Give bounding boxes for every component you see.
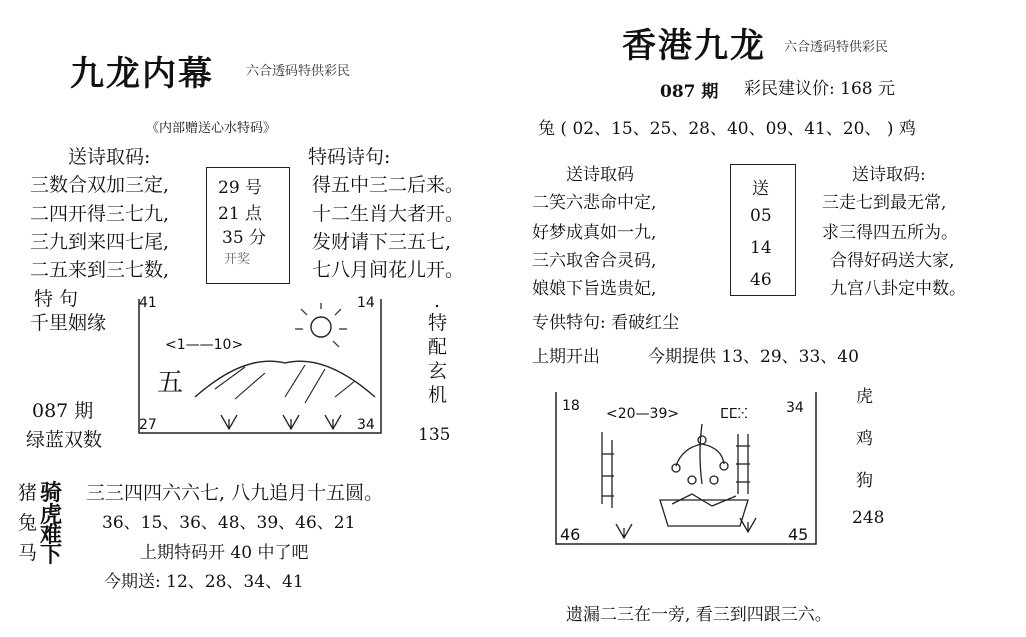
left-sketch xyxy=(135,293,385,443)
left-box-line-1: 29 号 xyxy=(218,178,263,198)
left-subtitle: 六合透码特供彩民 xyxy=(246,64,351,79)
left-today-send: 今期送: 12、28、34、41 xyxy=(104,572,304,592)
right-title: 香港九龙 xyxy=(622,26,766,66)
plant-icons xyxy=(221,415,341,429)
left-color-label: 绿蓝双数 xyxy=(26,429,103,451)
right-animal-1: 虎 xyxy=(856,387,873,407)
left-idiom-2: 虎 xyxy=(40,502,63,528)
left-box-line-2: 21 点 xyxy=(218,204,263,224)
right-sketch-scribble: ⵎⵎⵘ xyxy=(720,406,748,422)
sun-icon xyxy=(311,317,331,337)
right-sketch-top-left: 18 xyxy=(562,398,580,414)
right-sketch-frame xyxy=(556,392,816,544)
left-poem-header: 送诗取码: xyxy=(68,146,151,168)
right-special: 专供特句: 看破红尘 xyxy=(532,313,680,333)
right-side-number: 248 xyxy=(852,508,885,528)
right-footer: 遗漏二三在一旁, 看三到四跟三六。 xyxy=(566,605,832,625)
mountain-icon xyxy=(195,361,375,397)
right-poem-right-line-3: 合得好码送大家, xyxy=(830,251,955,271)
left-verse-line: 三三四四六六七, 八九追月十五圆。 xyxy=(86,482,384,504)
left-poem-right-line-3: 发财请下三五七, xyxy=(312,231,452,253)
left-poem-right-header: 特码诗句: xyxy=(308,146,391,168)
left-side-char-4: 机 xyxy=(428,384,448,406)
left-numbers-line: 36、15、36、48、39、46、21 xyxy=(102,513,356,533)
left-special-label: 特 句 xyxy=(34,288,79,310)
right-price: 彩民建议价: 168 元 xyxy=(744,79,895,99)
left-side-char-1: 特 xyxy=(428,312,448,334)
left-poem-line-3: 三九到来四七尾, xyxy=(30,231,170,253)
left-poem-line-4: 二五来到三七数, xyxy=(30,259,170,281)
left-zodiac-1: 猪 xyxy=(18,482,38,504)
left-sketch-top-right: 14 xyxy=(357,295,375,311)
left-poem-right-line-2: 十二生肖大者开。 xyxy=(312,203,465,225)
right-poem-right-header: 送诗取码: xyxy=(852,165,926,185)
left-side-dot: . xyxy=(434,290,441,312)
bars-left-icon xyxy=(602,432,614,508)
right-poem-line-2: 好梦成真如一九, xyxy=(532,223,657,243)
left-sketch-glyph: 五 xyxy=(157,368,184,398)
left-zodiac-2: 兔 xyxy=(18,512,38,534)
right-sketch xyxy=(552,384,820,554)
right-poem-line-4: 娘娘下旨选贵妃, xyxy=(532,279,657,299)
right-today-provide: 今期提供 13、29、33、40 xyxy=(648,347,859,367)
right-poem-right-line-4: 九宫八卦定中数。 xyxy=(830,279,966,299)
left-side-char-2: 配 xyxy=(428,336,448,358)
right-sketch-range: <20—39> xyxy=(606,406,680,422)
left-idiom-3: 难 xyxy=(40,522,63,548)
left-zodiac-3: 马 xyxy=(18,542,38,564)
left-sketch-bottom-right: 34 xyxy=(357,417,375,433)
left-idiom-1: 骑 xyxy=(40,480,63,506)
bars-right-icon xyxy=(736,434,750,494)
left-period: 087 期 xyxy=(32,400,94,422)
left-sketch-top-left: 41 xyxy=(139,295,157,311)
right-sketch-top-right: 34 xyxy=(786,400,804,416)
right-box-line-2: 05 xyxy=(750,206,772,226)
left-poem-line-2: 二四开得三七九, xyxy=(30,203,170,225)
right-box-line-4: 46 xyxy=(750,270,772,290)
right-poem-header: 送诗取码 xyxy=(566,165,634,185)
flower-pot-icon xyxy=(660,424,748,526)
right-box-line-1: 送 xyxy=(752,179,769,199)
right-numbers-row: 兔 ( 02、15、25、28、40、09、41、20、 ) 鸡 xyxy=(538,119,916,139)
right-sketch-bottom-right: 45 xyxy=(788,525,809,544)
right-box-line-3: 14 xyxy=(750,238,772,258)
right-animal-3: 狗 xyxy=(856,471,873,491)
left-idiom-4: 下 xyxy=(40,542,63,568)
right-period: 087 期 xyxy=(660,82,719,102)
left-last-period: 上期特码开 40 中了吧 xyxy=(140,543,309,563)
right-poem-right-line-2: 求三得四五所为。 xyxy=(822,223,958,243)
left-poem-right-line-4: 七八月间花儿开。 xyxy=(312,259,465,281)
left-special-phrase: 千里姻缘 xyxy=(30,312,107,334)
right-poem-line-1: 二笑六悲命中定, xyxy=(532,193,657,213)
plant-icons-right xyxy=(616,518,756,538)
left-box-line-3: 35 分 xyxy=(222,228,267,248)
left-poem-right-line-1: 得五中三二后来。 xyxy=(312,174,465,196)
left-poem-line-1: 三数合双加三定, xyxy=(30,174,170,196)
left-side-number: 135 xyxy=(418,425,451,445)
right-subtitle: 六合透码特供彩民 xyxy=(784,40,889,55)
left-box-line-4: 开奖 xyxy=(224,252,251,267)
left-sketch-frame xyxy=(139,299,381,433)
right-last-open: 上期开出 xyxy=(532,347,600,367)
right-sketch-bottom-left: 46 xyxy=(560,525,581,544)
left-sketch-range: <1——10> xyxy=(165,337,244,353)
left-title: 九龙内幕 xyxy=(70,54,214,94)
left-sketch-bottom-left: 27 xyxy=(139,417,157,433)
hatch-lines-icon xyxy=(215,365,355,403)
right-animal-2: 鸡 xyxy=(856,429,873,449)
left-side-char-3: 玄 xyxy=(428,360,448,382)
right-poem-line-3: 三六取舍合灵码, xyxy=(532,251,657,271)
sun-rays-icon xyxy=(295,303,347,347)
left-gift-line: 《内部赠送心水特码》 xyxy=(146,121,277,136)
right-poem-right-line-1: 三走七到最无常, xyxy=(822,193,947,213)
